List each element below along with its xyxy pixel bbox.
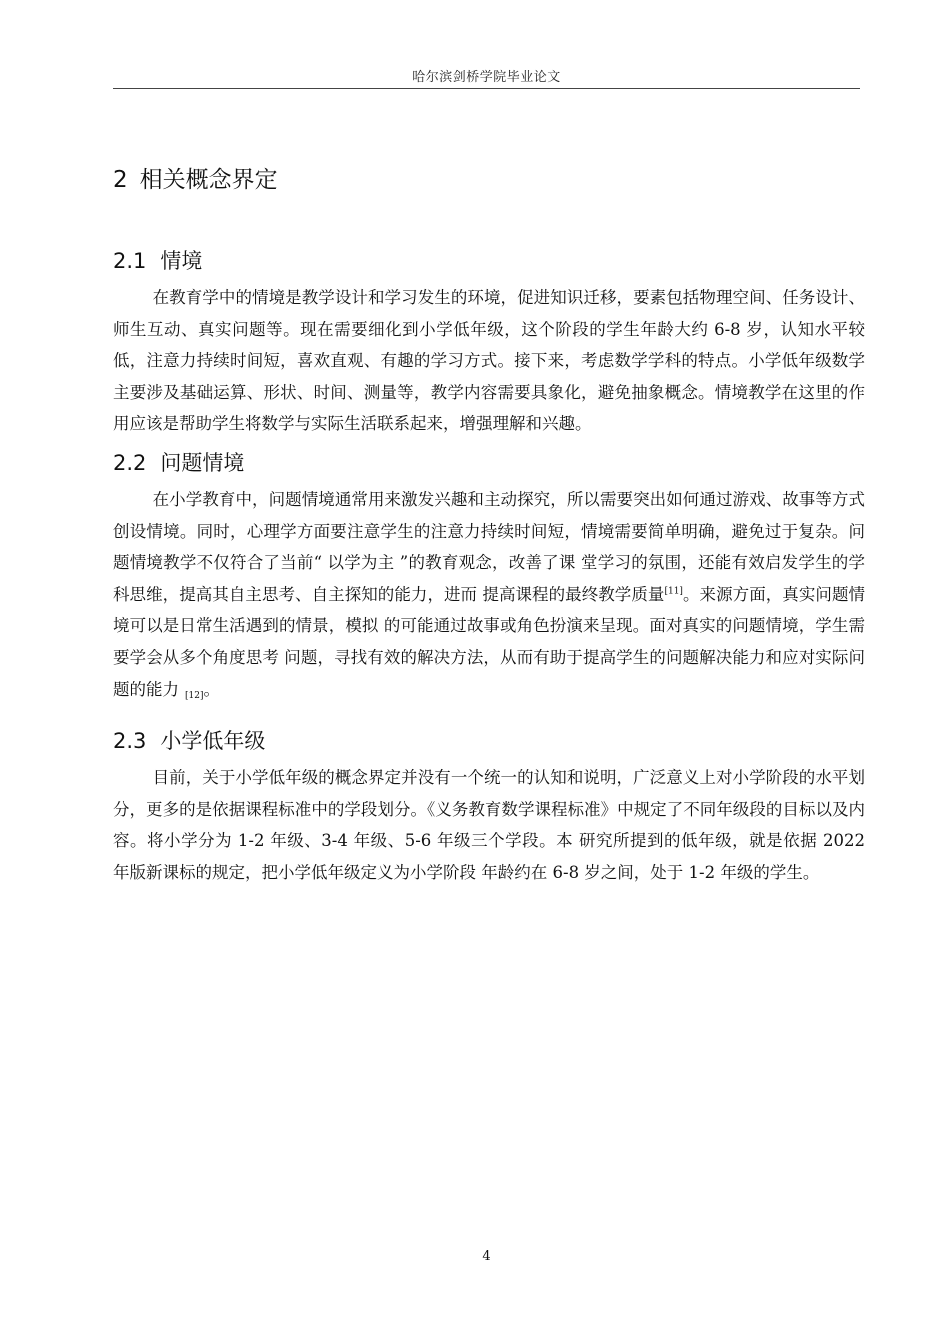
section-number: 2.3 [113, 729, 147, 754]
running-header: 哈尔滨剑桥学院毕业论文 [412, 70, 561, 85]
citation-11: [11] [664, 586, 683, 597]
paragraph-text: 。来源方面，真实问题情境可以是日常生活遇到的情景，模拟 的可能通过故事或角色扮演来呈现。面对真实的问题情境，学生需要学会从多个角度思考 问题，寻找有效的解决方法，从而有助于提高学生的问题解决能力和应对实际问题的能力 [113, 584, 866, 699]
paragraph-end-mark: 。 [203, 679, 220, 699]
section-number: 2.1 [113, 249, 147, 273]
chapter-heading-text: 相关概念界定 [139, 167, 278, 193]
section-heading-text: 情境 [160, 249, 203, 273]
header-divider [113, 88, 860, 89]
citation-12: [12] [185, 690, 204, 701]
page-number: 4 [482, 1249, 491, 1264]
chapter-title [113, 162, 865, 198]
section-number: 2.2 [113, 450, 147, 475]
section-heading-text: 小学低年级 [160, 729, 266, 754]
section-2-1-paragraph: 在教育学中的情境是教学设计和学习发生的环境，促进知识迁移，要素包括物理空间、任务设计、师生互动、真实问题等。现在需要细化到小学低年级，这个阶段的学生年龄大约 6-8 岁，认知水平较低，注意力持续时间短，喜欢直观、有趣的学习方式。接下来，考虑数学学科的特点。小学低年级数学主要涉及基础运算、形状、时间、测量等，教学内容需要具象化，避免抽象概念。情境教学在这里的作用应该是帮助学生将数学与实际生活联系起来，增强理解和兴趣。 [113, 288, 865, 434]
section-heading-2-3 [113, 724, 865, 758]
section-heading-2-1 [113, 244, 865, 278]
document-body [113, 150, 865, 889]
chapter-number: 2 [113, 167, 128, 193]
section-2-2-paragraph [113, 484, 865, 712]
section-heading-2-2 [113, 446, 865, 480]
section-heading-text: 问题情境 [160, 450, 245, 475]
section-2-3-paragraph: 目前，关于小学低年级的概念界定并没有一个统一的认知和说明，广泛意义上对小学阶段的水平划分，更多的是依据课程标准中的学段划分。《义务教育数学课程标准》中规定了不同年级段的目标以及内容。将小学分为 1-2 年级、3-4 年级、5-6 年级三个学段。本 研究所提到的低年级，就是依据 2022 年版新课标的规定，把小学低年级定义为小学阶段 年龄约在 6-8 岁之间，处于 1-2 年级的学生。 [113, 768, 865, 882]
paragraph-text: 在小学教育中，问题情境通常用来激发兴趣和主动探究，所以需要突出如何通过游戏、故事等方式创设情境。同时，心理学方面要注意学生的注意力持续时间短，情境需要简单明确，避免过于复杂。问题情境教学不仅符合了当前“ 以学为主 ”的教育观念，改善了课 堂学习的氛围，还能有效启发学生的学科思维，提高其自主思考、自主探知的能力，进而 提高课程的最终教学质量 [113, 489, 865, 604]
